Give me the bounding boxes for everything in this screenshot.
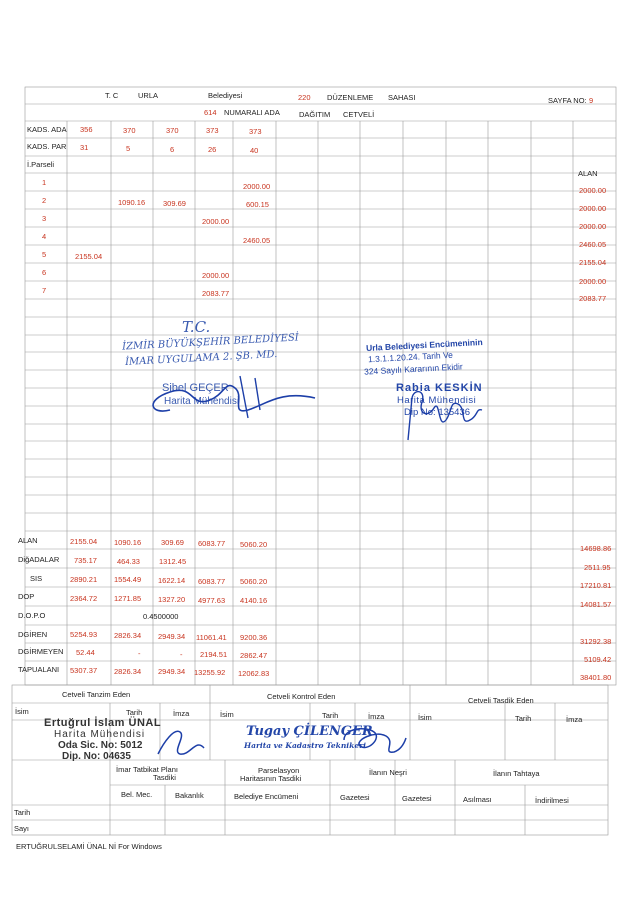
stamp-left-name: Sibel GEÇER [162,382,229,394]
summary-cell: 5060.20 [240,577,268,586]
kads-ada-value: 370 [123,126,136,135]
summary-cell: 12062.83 [238,669,270,678]
stamp-left-line3: İMAR UYGULAMA 2. ŞB. MD. [124,349,278,368]
summary-cell: 2862.47 [240,651,268,660]
summary-cell: 5060.20 [240,540,268,549]
signature-kontrol [336,722,408,758]
summary-label: D.O.P.O [18,611,46,620]
parcel-alan: 2000.00 [579,277,607,286]
footer-asilmasi: Asılması [463,795,492,804]
header-ada-no: 614 [204,108,217,117]
summary-label: DGİREN [18,630,48,639]
kads-ada-value: 370 [166,126,179,135]
software-credit: ERTUĞRULSELAMİ ÜNAL Nİ For Windows [16,842,162,851]
parcel-alan: 2000.00 [579,186,607,195]
footer-parselasyon: Parselasyon [258,766,300,775]
parcel-no: 2 [42,196,47,205]
kontrol-name: Tugay ÇİLENGER [246,724,373,739]
parcel-cell: 2083.77 [202,289,230,298]
header-area-label: DÜZENLEME [327,93,374,102]
footer-kontrol: Cetveli Kontrol Eden [267,692,336,701]
footer-imza: İmza [368,712,385,721]
summary-cell: 6083.77 [198,539,226,548]
summary-cell: 2826.34 [114,667,142,676]
kads-par-value: 5 [126,144,131,153]
stamp-left-line1: T.C. [182,318,211,336]
summary-total: 2511.95 [584,563,611,572]
parcel-no: 1 [42,178,47,187]
summary-cell: 5254.93 [70,630,98,639]
stamp-right-dip: Dip No: 135436 [404,407,471,418]
stamp-right-date-year: 20.24. [396,351,421,363]
header-page-label: SAYFA NO: [548,96,587,105]
footer-haritasinin: Haritasının Tasdiki [240,774,302,783]
summary-cell: 309.69 [161,538,184,547]
summary-cell: 2155.04 [70,537,98,546]
summary-cell: 735.17 [74,556,97,565]
kads-par-value: 6 [170,145,175,154]
summary-cell: 5307.37 [70,666,98,675]
summary-cell: 464.33 [117,557,140,566]
summary-total: 38401.80 [580,673,612,682]
kads-ada-value: 373 [206,126,219,135]
summary-cell: 4977.63 [198,596,226,605]
footer-tarih: Tarih [515,714,532,723]
tanzim-dip: Dip. No: 04635 [62,751,131,762]
summary-cell: 2949.34 [158,632,186,641]
stamp-right-name: Rabia KESKİN [396,382,483,394]
header-tc: T. C [105,91,119,100]
header-subtitle: NUMARALI ADA [224,108,280,117]
summary-cell: 1090.16 [114,538,142,547]
summary-cell: 13255.92 [194,668,226,677]
parcel-cell: 2000.00 [202,217,230,226]
tanzim-title: Harita Mühendisi [54,729,146,740]
parcel-alan: 2000.00 [579,204,607,213]
summary-cell: 9200.36 [240,633,268,642]
parcel-no: 7 [42,286,47,295]
footer-tarih-row: Tarih [14,808,31,817]
summary-total: 17210.81 [580,581,612,590]
stamp-right-date-suffix: Tarih Ve [421,349,454,362]
alan-header: ALAN [578,169,598,178]
footer-isim: İsim [220,710,234,719]
header-municipality-label: Belediyesi [208,91,243,100]
summary-cell: 4140.16 [240,596,268,605]
header-area-label2: SAHASI [388,93,416,102]
summary-label: DiğADALAR [18,555,60,564]
parcel-cell: 2000.00 [243,182,271,191]
stamp-right-decision-suffix: Sayılı Kararının Ekidir [380,361,463,376]
stamp-left-title: Harita Mühendisi [164,396,240,407]
kads-ada-value: 373 [249,127,262,136]
parcel-alan: 2460.05 [579,240,607,249]
tanzim-name: Ertuğrul İslam ÜNAL [44,717,162,729]
summary-cell: 2949.34 [158,667,186,676]
header-subtitle2: DAĞITIM [299,110,331,119]
footer-sayi-row: Sayı [14,824,30,833]
footer-tanzim: Cetveli Tanzim Eden [62,690,131,699]
footer-indirilmesi: İndirilmesi [535,796,569,805]
parcel-cell: 2000.00 [202,271,230,280]
signature-right [398,380,488,450]
footer-ilanin-nesri: İlanın Neşri [369,768,407,777]
kads-par-value: 31 [80,143,89,152]
summary-total: 5109.42 [584,655,612,664]
kontrol-title: Harita ve Kadastro Teknikeri [244,741,366,750]
summary-label: DOP [18,592,35,601]
summary-label: TAPUALANI [18,665,60,674]
summary-cell: 1327.20 [158,595,186,604]
footer-tarih: Tarih [322,711,339,720]
summary-total: 14081.57 [580,600,612,609]
footer-imza: İmza [173,709,190,718]
kads-par-label: KADS. PAR [27,142,67,151]
summary-cell: 2194.51 [200,650,228,659]
footer-gazetesi: Gazetesi [340,793,370,802]
signature-left [130,370,330,430]
footer-belediye-encumeni: Belediye Encümeni [234,792,299,801]
summary-label: ALAN [18,536,38,545]
parsel-header: İ.Parseli [27,160,55,169]
footer-isim: İsim [418,713,432,722]
summary-cell: 2364.72 [70,594,98,603]
stamp-right-line1: Urla Belediyesi Encümeninin [365,336,483,354]
header-page-no: 9 [589,96,594,105]
stamp-left-line2: İZMİR BÜYÜKŞEHİR BELEDİYESİ [121,332,300,353]
summary-cell: 1554.49 [114,575,142,584]
parcel-cell: 600.15 [246,200,269,209]
summary-cell: 1622.14 [158,576,186,585]
parcel-no: 4 [42,232,47,241]
summary-total: 31292.38 [580,637,612,646]
footer-ilanin-tahtaya: İlanın Tahtaya [493,769,540,778]
footer-gazetesi: Gazetesi [402,794,432,803]
tanzim-oda: Oda Sic. No: 5012 [58,740,143,751]
summary-cell: 2890.21 [70,575,98,584]
summary-cell: 0.4500000 [143,612,179,621]
header-area-no: 220 [298,93,311,102]
footer-isim: İsim [15,707,29,716]
parcel-cell: 2460.05 [243,236,271,245]
summary-cell: 11061.41 [196,633,227,642]
footer-imza: İmza [566,715,583,724]
stamp-right-decision-no: 324 [363,365,379,377]
summary-cell: 6083.77 [198,577,226,586]
footer-bakanlik: Bakanlık [175,791,204,800]
footer-tarih: Tarih [126,708,143,717]
footer-imar-tatbikat: İmar Tatbikat Planı [116,765,178,774]
parcel-cell: 2155.04 [75,252,103,261]
summary-cell: 1312.45 [159,557,187,566]
parcel-alan: 2083.77 [579,294,607,303]
summary-label: DGİRMEYEN [18,647,64,656]
signature-tanzim [150,722,210,762]
header-municipality: URLA [138,91,159,100]
kads-ada-label: KADS. ADA [27,125,67,134]
parcel-no: 3 [42,214,47,223]
parcel-no: 6 [42,268,47,277]
kads-par-value: 26 [208,145,217,154]
kads-ada-value: 356 [80,125,93,134]
parcel-cell: 1090.16 [118,198,146,207]
summary-cell: - [138,649,141,658]
parcel-alan: 2155.04 [579,258,607,267]
header-subtitle3: CETVELİ [343,110,375,119]
summary-cell: - [180,650,183,659]
summary-cell: 2826.34 [114,631,142,640]
kads-par-value: 40 [250,146,259,155]
summary-label: SIS [30,574,43,583]
stamp-right-title: Harita Mühendisi [397,395,477,406]
summary-cell: 52.44 [76,648,95,657]
parcel-no: 5 [42,250,47,259]
parcel-cell: 309.69 [163,199,186,208]
parcel-alan: 2000.00 [579,222,607,231]
stamp-right-date-prefix: 1.3.1.1. [367,352,397,365]
footer-tasdik: Cetveli Tasdik Eden [468,696,534,705]
footer-bel-mec: Bel. Mec. [121,790,153,799]
summary-cell: 1271.85 [114,594,142,603]
summary-total: 14698.86 [580,544,612,553]
footer-tasdiki: Tasdiki [153,773,176,782]
